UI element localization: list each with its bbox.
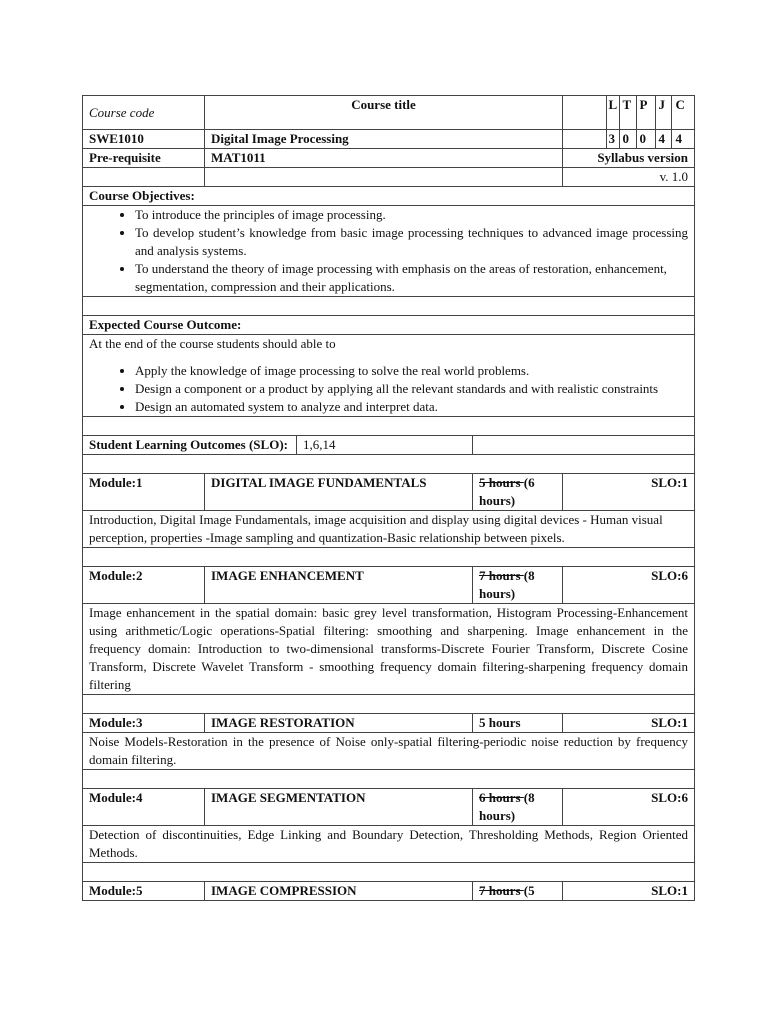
outcome-item: • Apply the knowledge of image processing to solve the real world problems. [135,362,688,380]
module-title: IMAGE COMPRESSION [205,882,473,901]
outcome-label: Expected Course Outcome: [83,316,695,335]
objectives-label: Course Objectives: [83,187,695,206]
outcome-list [89,362,688,416]
prereq-label: Pre-requisite [83,149,205,168]
course-code: SWE1010 [83,130,205,149]
course-code-label: Course code [83,96,205,130]
course-title: Digital Image Processing [205,130,563,149]
syllabus-table [82,95,695,901]
module-description: Noise Models-Restoration in the presence of Noise only-spatial filtering-periodic noise reduction by frequency domain filtering. [83,733,695,770]
ltpjc-header [563,96,695,130]
module-title: DIGITAL IMAGE FUNDAMENTALS [205,474,473,511]
module-slo: SLO:6 [563,789,695,826]
module-title: IMAGE RESTORATION [205,714,473,733]
syllabus-version-label: Syllabus version [563,149,695,168]
module-number: Module:2 [83,567,205,604]
module-number: Module:4 [83,789,205,826]
outcome-cell [83,335,695,417]
module-hours: 6 hours (8 hours) [473,789,563,826]
course-title-label: Course title [205,96,563,130]
module-slo: SLO:1 [563,474,695,511]
module-hours: 7 hours (8 hours) [473,567,563,604]
objective-item: • To introduce the principles of image processing. [135,206,688,224]
t-label: T [619,96,636,129]
l-value: 3 [606,130,619,148]
module-hours: 7 hours (5 [473,882,563,901]
module-number: Module:1 [83,474,205,511]
module-description: Introduction, Digital Image Fundamentals, image acquisition and display using digital devices - Human visual perception, properties -Image sampling and quantization-Basic relationship between pixels. [83,511,695,548]
module-hours: 5 hours [473,714,563,733]
c-value: 4 [671,130,694,148]
syllabus-page [82,95,694,901]
objective-item: • To develop student’s knowledge from basic image processing techniques to advanced image processing and analysis systems. [135,224,688,260]
c-label: C [671,96,694,129]
outcome-item: • Design an automated system to analyze and interpret data. [135,398,688,416]
slo-value: 1,6,14 [296,436,336,454]
module-title: IMAGE SEGMENTATION [205,789,473,826]
l-label: L [606,96,619,129]
module-description: Detection of discontinuities, Edge Linking and Boundary Detection, Thresholding Methods, Region Oriented Methods. [83,826,695,863]
p-label: P [636,96,655,129]
p-value: 0 [636,130,655,148]
objectives-list [89,206,688,296]
syllabus-version-value: v. 1.0 [563,168,695,187]
module-hours: 5 hours (6 hours) [473,474,563,511]
objectives-list-cell [83,206,695,297]
module-title: IMAGE ENHANCEMENT [205,567,473,604]
module-description: Image enhancement in the spatial domain: basic grey level transformation, Histogram Processing-Enhancement using arithmetic/Logic operations-Spatial filtering: smoothing and sharpening. Image enhancement in the frequency domain: Introduction to two-dimensional transforms-Discrete Fourier Transform, Discrete Cosine Transform, Discrete Wavelet Transform - smoothing frequency domain filtering-sharpening frequency domain filtering [83,604,695,695]
t-value: 0 [619,130,636,148]
ltpjc-values [563,130,695,149]
j-value: 4 [655,130,671,148]
module-number: Module:3 [83,714,205,733]
objective-item: • To understand the theory of image processing with emphasis on the areas of restoration, enhancement, segmentation, compression and their applications. [135,260,688,296]
module-slo: SLO:1 [563,882,695,901]
j-label: J [655,96,671,129]
module-slo: SLO:1 [563,714,695,733]
outcome-item: • Design a component or a product by applying all the relevant standards and with realistic constraints [135,380,688,398]
slo-label: Student Learning Outcomes (SLO): [89,437,288,452]
outcome-intro: At the end of the course students should able to [89,336,336,351]
slo-label-cell [83,436,473,455]
module-slo: SLO:6 [563,567,695,604]
module-number: Module:5 [83,882,205,901]
prereq-value: MAT1011 [205,149,563,168]
